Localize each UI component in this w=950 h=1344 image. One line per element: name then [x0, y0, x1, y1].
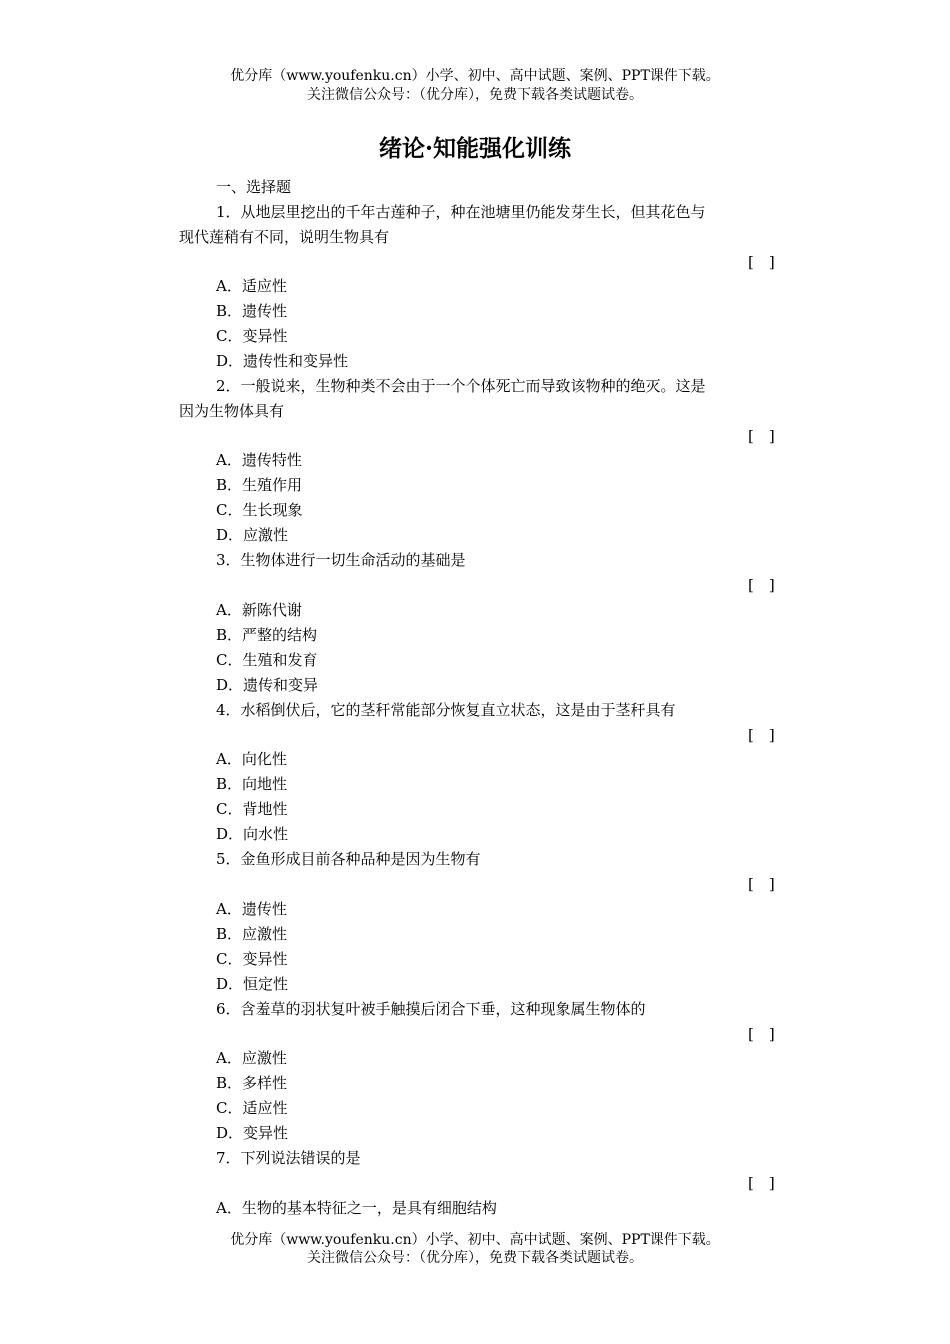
- answer-bracket: [ ]: [748, 427, 775, 445]
- option: C．适应性: [216, 1099, 288, 1117]
- answer-bracket: [ ]: [748, 726, 775, 744]
- answer-bracket: [ ]: [748, 1025, 775, 1043]
- option: B．应激性: [216, 925, 288, 943]
- option: A．适应性: [216, 277, 287, 295]
- option: B．生殖作用: [216, 476, 303, 494]
- question-3-line-1: 3．生物体进行一切生命活动的基础是: [216, 551, 466, 569]
- header-line-2: 关注微信公众号：（优分库），免费下载各类试题试卷。: [307, 87, 643, 103]
- option: A．遗传特性: [216, 451, 302, 469]
- option: D．遗传和变异: [216, 676, 319, 694]
- question-6-line-1: 6．含羞草的羽状复叶被手触摸后闭合下垂，这种现象属生物体的: [216, 1000, 646, 1018]
- option: B．向地性: [216, 775, 288, 793]
- option: D．变异性: [216, 1124, 289, 1142]
- option: A．向化性: [216, 750, 287, 768]
- section-heading: 一、选择题: [216, 178, 292, 196]
- option: B．多样性: [216, 1074, 288, 1092]
- answer-bracket: [ ]: [748, 1174, 775, 1192]
- header-line-1: 优分库（www.youfenku.cn）小学、初中、高中试题、案例、PPT课件下载。: [230, 68, 720, 84]
- answer-bracket: [ ]: [748, 253, 775, 271]
- option: C．背地性: [216, 800, 288, 818]
- question-1-line-1: 1．从地层里挖出的千年古莲种子，种在池塘里仍能发芽生长，但其花色与: [216, 203, 706, 221]
- option: C．生长现象: [216, 501, 303, 519]
- question-5-line-1: 5．金鱼形成目前各种品种是因为生物有: [216, 850, 481, 868]
- option: B．严整的结构: [216, 626, 318, 644]
- option: C．生殖和发育: [216, 651, 318, 669]
- option: B．遗传性: [216, 302, 288, 320]
- option: A．应激性: [216, 1049, 287, 1067]
- footer-line-2: 关注微信公众号：（优分库），免费下载各类试题试卷。: [307, 1250, 643, 1266]
- option: D．遗传性和变异性: [216, 352, 349, 370]
- option: C．变异性: [216, 327, 288, 345]
- question-4-line-1: 4．水稻倒伏后，它的茎秆常能部分恢复直立状态，这是由于茎秆具有: [216, 701, 676, 719]
- question-2-line-2: 因为生物体具有: [179, 402, 285, 420]
- footer-line-1: 优分库（www.youfenku.cn）小学、初中、高中试题、案例、PPT课件下载。: [230, 1232, 720, 1248]
- option: D．向水性: [216, 825, 289, 843]
- option: A．新陈代谢: [216, 601, 302, 619]
- answer-bracket: [ ]: [748, 875, 775, 893]
- option: D．恒定性: [216, 975, 289, 993]
- question-7-line-1: 7．下列说法错误的是: [216, 1149, 361, 1167]
- question-2-line-1: 2．一般说来，生物种类不会由于一个个体死亡而导致该物种的绝灭。这是: [216, 377, 706, 395]
- page-title: 绪论·知能强化训练: [378, 135, 571, 162]
- option: C．变异性: [216, 950, 288, 968]
- question-1-line-2: 现代莲稍有不同，说明生物具有: [179, 228, 390, 246]
- option: A．生物的基本特征之一，是具有细胞结构: [216, 1199, 497, 1217]
- answer-bracket: [ ]: [748, 576, 775, 594]
- option: A．遗传性: [216, 900, 287, 918]
- option: D．应激性: [216, 526, 289, 544]
